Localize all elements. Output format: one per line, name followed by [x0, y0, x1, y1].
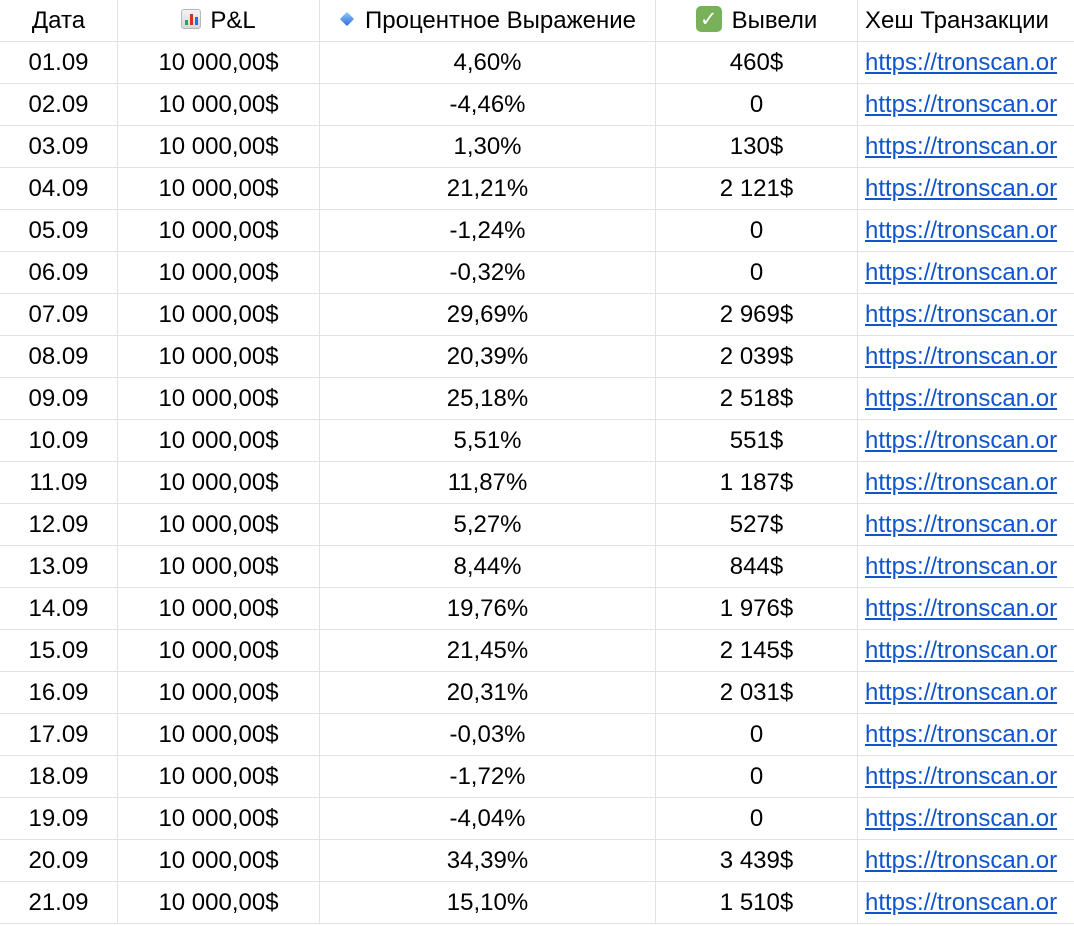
- percent-cell[interactable]: [320, 630, 656, 671]
- table-row: [0, 336, 1074, 378]
- percent-cell-value: 19,76%: [446, 595, 529, 622]
- table-row: [0, 462, 1074, 504]
- pnl-cell[interactable]: [118, 798, 320, 839]
- transaction-hash-link[interactable]: https://tronscan.or: [865, 763, 1058, 790]
- date-cell[interactable]: [0, 84, 118, 125]
- date-cell[interactable]: [0, 504, 118, 545]
- percent-cell-value: -1,24%: [449, 217, 526, 244]
- date-cell-value: 03.09: [28, 133, 89, 160]
- date-cell-value: 06.09: [28, 259, 89, 286]
- table-row: [0, 840, 1074, 882]
- pnl-cell-value: 10 000,00$: [158, 595, 279, 622]
- pnl-cell-value: 10 000,00$: [158, 511, 279, 538]
- header-percent[interactable]: [320, 0, 656, 41]
- percent-cell[interactable]: [320, 504, 656, 545]
- pnl-cell-value: 10 000,00$: [158, 679, 279, 706]
- percent-cell[interactable]: [320, 84, 656, 125]
- pnl-cell[interactable]: [118, 462, 320, 503]
- date-cell[interactable]: [0, 42, 118, 83]
- date-cell[interactable]: [0, 168, 118, 209]
- table-row: [0, 84, 1074, 126]
- pnl-cell-value: 10 000,00$: [158, 427, 279, 454]
- date-cell-value: 10.09: [28, 427, 89, 454]
- table-row: [0, 420, 1074, 462]
- table-row: [0, 126, 1074, 168]
- date-cell[interactable]: [0, 252, 118, 293]
- pnl-cell-value: 10 000,00$: [158, 385, 279, 412]
- table-row: [0, 756, 1074, 798]
- transaction-hash-link[interactable]: https://tronscan.or: [865, 175, 1058, 202]
- withdrawn-cell-value: 2 031$: [719, 679, 794, 706]
- pnl-cell-value: 10 000,00$: [158, 553, 279, 580]
- hash-cell[interactable]: [858, 336, 1074, 377]
- withdrawn-cell[interactable]: [656, 126, 858, 167]
- withdrawn-cell-value: 1 976$: [719, 595, 794, 622]
- percent-cell[interactable]: [320, 462, 656, 503]
- withdrawn-cell[interactable]: [656, 84, 858, 125]
- percent-cell-value: 8,44%: [453, 553, 522, 580]
- percent-cell-value: -0,03%: [449, 721, 526, 748]
- date-cell[interactable]: [0, 210, 118, 251]
- percent-cell-value: 21,21%: [446, 175, 529, 202]
- table-row: [0, 378, 1074, 420]
- pnl-cell-value: 10 000,00$: [158, 763, 279, 790]
- date-cell-value: 19.09: [28, 805, 89, 832]
- small-blue-diamond-icon: [339, 11, 355, 27]
- hash-cell[interactable]: [858, 882, 1074, 923]
- pnl-cell-value: 10 000,00$: [158, 175, 279, 202]
- date-cell[interactable]: [0, 798, 118, 839]
- pnl-cell[interactable]: [118, 42, 320, 83]
- percent-cell[interactable]: [320, 672, 656, 713]
- hash-cell[interactable]: [858, 252, 1074, 293]
- hash-cell[interactable]: [858, 798, 1074, 839]
- date-cell[interactable]: [0, 420, 118, 461]
- pnl-cell[interactable]: [118, 420, 320, 461]
- withdrawn-cell[interactable]: [656, 588, 858, 629]
- withdrawn-cell-value: 0: [749, 763, 764, 790]
- withdrawn-cell-value: 0: [749, 721, 764, 748]
- withdrawn-cell-value: 1 187$: [719, 469, 794, 496]
- table-row: [0, 252, 1074, 294]
- header-pnl[interactable]: [118, 0, 320, 41]
- pnl-cell-value: 10 000,00$: [158, 847, 279, 874]
- withdrawn-cell[interactable]: [656, 672, 858, 713]
- percent-cell[interactable]: [320, 336, 656, 377]
- transaction-hash-link[interactable]: https://tronscan.or: [865, 49, 1058, 76]
- withdrawn-cell[interactable]: [656, 462, 858, 503]
- date-cell-value: 02.09: [28, 91, 89, 118]
- transaction-hash-link[interactable]: https://tronscan.or: [865, 805, 1058, 832]
- table-row: [0, 630, 1074, 672]
- table-row: [0, 714, 1074, 756]
- header-date-label: Дата: [31, 7, 86, 34]
- withdrawn-cell-value: 130$: [729, 133, 784, 160]
- header-withdrawn[interactable]: [656, 0, 858, 41]
- percent-cell[interactable]: [320, 420, 656, 461]
- date-cell[interactable]: [0, 672, 118, 713]
- percent-cell[interactable]: [320, 546, 656, 587]
- percent-cell-value: 20,31%: [446, 679, 529, 706]
- withdrawn-cell-value: 0: [749, 805, 764, 832]
- date-cell[interactable]: [0, 882, 118, 923]
- transaction-hash-link[interactable]: https://tronscan.or: [865, 889, 1058, 916]
- pnl-cell[interactable]: [118, 588, 320, 629]
- pnl-cell[interactable]: [118, 882, 320, 923]
- withdrawn-cell[interactable]: [656, 882, 858, 923]
- pnl-cell-value: 10 000,00$: [158, 889, 279, 916]
- hash-cell[interactable]: [858, 378, 1074, 419]
- transaction-hash-link[interactable]: https://tronscan.or: [865, 553, 1058, 580]
- percent-cell-value: -4,04%: [449, 805, 526, 832]
- hash-cell[interactable]: [858, 126, 1074, 167]
- percent-cell-value: 25,18%: [446, 385, 529, 412]
- withdrawn-cell[interactable]: [656, 210, 858, 251]
- withdrawn-cell-value: 2 518$: [719, 385, 794, 412]
- bar-chart-icon: [181, 9, 201, 29]
- percent-cell-value: 15,10%: [446, 889, 529, 916]
- pnl-cell[interactable]: [118, 84, 320, 125]
- percent-cell[interactable]: [320, 840, 656, 881]
- percent-cell-value: 4,60%: [453, 49, 522, 76]
- percent-cell[interactable]: [320, 378, 656, 419]
- transaction-hash-link[interactable]: https://tronscan.or: [865, 133, 1058, 160]
- percent-cell-value: -4,46%: [449, 91, 526, 118]
- date-cell-value: 08.09: [28, 343, 89, 370]
- date-cell[interactable]: [0, 756, 118, 797]
- hash-cell[interactable]: [858, 504, 1074, 545]
- transaction-hash-link[interactable]: https://tronscan.or: [865, 595, 1058, 622]
- transaction-hash-link[interactable]: https://tronscan.or: [865, 511, 1058, 538]
- percent-cell[interactable]: [320, 756, 656, 797]
- date-cell[interactable]: [0, 378, 118, 419]
- header-date[interactable]: [0, 0, 118, 41]
- date-cell[interactable]: [0, 126, 118, 167]
- pnl-cell[interactable]: [118, 504, 320, 545]
- hash-cell[interactable]: [858, 546, 1074, 587]
- table-row: [0, 294, 1074, 336]
- percent-cell-value: 21,45%: [446, 637, 529, 664]
- pnl-cell-value: 10 000,00$: [158, 637, 279, 664]
- withdrawn-cell-value: 844$: [729, 553, 784, 580]
- date-cell-value: 13.09: [28, 553, 89, 580]
- transaction-hash-link[interactable]: https://tronscan.or: [865, 217, 1058, 244]
- date-cell-value: 15.09: [28, 637, 89, 664]
- percent-cell[interactable]: [320, 294, 656, 335]
- transaction-hash-link[interactable]: https://tronscan.or: [865, 91, 1058, 118]
- table-row: [0, 546, 1074, 588]
- pnl-cell[interactable]: [118, 546, 320, 587]
- table-row: [0, 42, 1074, 84]
- date-cell-value: 21.09: [28, 889, 89, 916]
- hash-cell[interactable]: [858, 756, 1074, 797]
- withdrawn-cell-value: 0: [749, 91, 764, 118]
- date-cell-value: 20.09: [28, 847, 89, 874]
- date-cell[interactable]: [0, 588, 118, 629]
- pnl-cell-value: 10 000,00$: [158, 259, 279, 286]
- table-row: [0, 168, 1074, 210]
- withdrawn-cell[interactable]: [656, 756, 858, 797]
- date-cell-value: 05.09: [28, 217, 89, 244]
- pnl-cell-value: 10 000,00$: [158, 217, 279, 244]
- percent-cell-value: 20,39%: [446, 343, 529, 370]
- hash-cell[interactable]: [858, 630, 1074, 671]
- withdrawn-cell-value: 0: [749, 217, 764, 244]
- withdrawn-cell-value: 2 121$: [719, 175, 794, 202]
- pnl-cell[interactable]: [118, 210, 320, 251]
- withdrawn-cell-value: 2 969$: [719, 301, 794, 328]
- date-cell[interactable]: [0, 840, 118, 881]
- date-cell[interactable]: [0, 546, 118, 587]
- pnl-cell[interactable]: [118, 126, 320, 167]
- transaction-hash-link[interactable]: https://tronscan.or: [865, 385, 1058, 412]
- withdrawn-cell[interactable]: [656, 798, 858, 839]
- date-cell-value: 12.09: [28, 511, 89, 538]
- percent-cell[interactable]: [320, 252, 656, 293]
- percent-cell-value: 1,30%: [453, 133, 522, 160]
- pnl-cell[interactable]: [118, 840, 320, 881]
- date-cell-value: 11.09: [29, 469, 88, 496]
- date-cell[interactable]: [0, 630, 118, 671]
- hash-cell[interactable]: [858, 294, 1074, 335]
- pnl-cell-value: 10 000,00$: [158, 49, 279, 76]
- transaction-hash-link[interactable]: https://tronscan.or: [865, 427, 1058, 454]
- withdrawn-cell-value: 527$: [729, 511, 784, 538]
- date-cell[interactable]: [0, 294, 118, 335]
- withdrawn-cell[interactable]: [656, 168, 858, 209]
- date-cell-value: 18.09: [28, 763, 89, 790]
- withdrawn-cell-value: 2 145$: [719, 637, 794, 664]
- table-row: [0, 798, 1074, 840]
- table-row: [0, 210, 1074, 252]
- transaction-hash-link[interactable]: https://tronscan.or: [865, 259, 1058, 286]
- pnl-cell[interactable]: [118, 252, 320, 293]
- percent-cell[interactable]: [320, 42, 656, 83]
- withdrawn-cell-value: 2 039$: [719, 343, 794, 370]
- date-cell-value: 17.09: [28, 721, 89, 748]
- date-cell[interactable]: [0, 336, 118, 377]
- pnl-cell-value: 10 000,00$: [158, 721, 279, 748]
- withdrawn-cell[interactable]: [656, 252, 858, 293]
- check-mark-icon: ✓: [696, 6, 722, 32]
- header-pnl-label: P&L: [210, 7, 256, 34]
- withdrawn-cell-value: 0: [749, 259, 764, 286]
- date-cell-value: 04.09: [28, 175, 89, 202]
- date-cell[interactable]: [0, 462, 118, 503]
- date-cell-value: 14.09: [28, 595, 89, 622]
- percent-cell-value: -0,32%: [449, 259, 526, 286]
- hash-cell[interactable]: [858, 210, 1074, 251]
- pnl-cell[interactable]: [118, 714, 320, 755]
- hash-cell[interactable]: [858, 672, 1074, 713]
- percent-cell-value: 5,27%: [453, 511, 522, 538]
- hash-cell[interactable]: [858, 84, 1074, 125]
- table-row: [0, 882, 1074, 924]
- pnl-cell[interactable]: [118, 168, 320, 209]
- pnl-cell-value: 10 000,00$: [158, 469, 279, 496]
- date-cell-value: 09.09: [28, 385, 89, 412]
- withdrawn-cell[interactable]: [656, 378, 858, 419]
- header-withdrawn-label: Вывели: [731, 7, 818, 34]
- pnl-cell-value: 10 000,00$: [158, 805, 279, 832]
- transaction-hash-link[interactable]: https://tronscan.or: [865, 721, 1058, 748]
- hash-cell[interactable]: [858, 42, 1074, 83]
- percent-cell-value: 11,87%: [447, 469, 528, 496]
- hash-cell[interactable]: [858, 588, 1074, 629]
- date-cell-value: 07.09: [28, 301, 89, 328]
- withdrawn-cell[interactable]: [656, 546, 858, 587]
- header-percent-label: Процентное Выражение: [365, 7, 636, 34]
- date-cell-value: 01.09: [28, 49, 89, 76]
- transaction-hash-link[interactable]: https://tronscan.or: [865, 301, 1058, 328]
- table-row: [0, 588, 1074, 630]
- header-row: [0, 0, 1074, 42]
- percent-cell-value: -1,72%: [449, 763, 526, 790]
- withdrawn-cell[interactable]: [656, 294, 858, 335]
- percent-cell[interactable]: [320, 714, 656, 755]
- withdrawn-cell-value: 1 510$: [719, 889, 794, 916]
- transaction-hash-link[interactable]: https://tronscan.or: [865, 847, 1058, 874]
- withdrawn-cell[interactable]: [656, 714, 858, 755]
- pnl-cell-value: 10 000,00$: [158, 343, 279, 370]
- pnl-cell[interactable]: [118, 630, 320, 671]
- withdrawn-cell[interactable]: [656, 630, 858, 671]
- hash-cell[interactable]: [858, 840, 1074, 881]
- pnl-cell[interactable]: [118, 294, 320, 335]
- percent-cell[interactable]: [320, 798, 656, 839]
- percent-cell-value: 34,39%: [446, 847, 529, 874]
- header-hash-label: Хеш Транзакции: [865, 7, 1049, 34]
- withdrawn-cell-value: 460$: [729, 49, 784, 76]
- withdrawn-cell[interactable]: [656, 504, 858, 545]
- pnl-cell[interactable]: [118, 336, 320, 377]
- hash-cell[interactable]: [858, 462, 1074, 503]
- date-cell-value: 16.09: [28, 679, 89, 706]
- header-hash[interactable]: [858, 0, 1074, 41]
- percent-cell[interactable]: [320, 882, 656, 923]
- date-cell[interactable]: [0, 714, 118, 755]
- transaction-hash-link[interactable]: https://tronscan.or: [865, 637, 1058, 664]
- table-row: [0, 504, 1074, 546]
- pnl-cell[interactable]: [118, 672, 320, 713]
- pnl-cell-value: 10 000,00$: [158, 133, 279, 160]
- transaction-hash-link[interactable]: https://tronscan.or: [865, 679, 1058, 706]
- pnl-cell-value: 10 000,00$: [158, 91, 279, 118]
- transaction-hash-link[interactable]: https://tronscan.or: [865, 343, 1058, 370]
- withdrawn-cell-value: 551$: [729, 427, 784, 454]
- withdrawn-cell-value: 3 439$: [719, 847, 794, 874]
- percent-cell-value: 5,51%: [453, 427, 522, 454]
- withdrawn-cell[interactable]: [656, 336, 858, 377]
- withdrawn-cell[interactable]: [656, 840, 858, 881]
- percent-cell[interactable]: [320, 588, 656, 629]
- percent-cell[interactable]: [320, 210, 656, 251]
- hash-cell[interactable]: [858, 420, 1074, 461]
- table-row: [0, 672, 1074, 714]
- pnl-cell[interactable]: [118, 756, 320, 797]
- hash-cell[interactable]: [858, 714, 1074, 755]
- withdrawn-cell[interactable]: [656, 420, 858, 461]
- withdrawn-cell[interactable]: [656, 42, 858, 83]
- percent-cell[interactable]: [320, 168, 656, 209]
- percent-cell[interactable]: [320, 126, 656, 167]
- hash-cell[interactable]: [858, 168, 1074, 209]
- percent-cell-value: 29,69%: [446, 301, 529, 328]
- pnl-cell-value: 10 000,00$: [158, 301, 279, 328]
- pnl-cell[interactable]: [118, 378, 320, 419]
- transaction-hash-link[interactable]: https://tronscan.or: [865, 469, 1058, 496]
